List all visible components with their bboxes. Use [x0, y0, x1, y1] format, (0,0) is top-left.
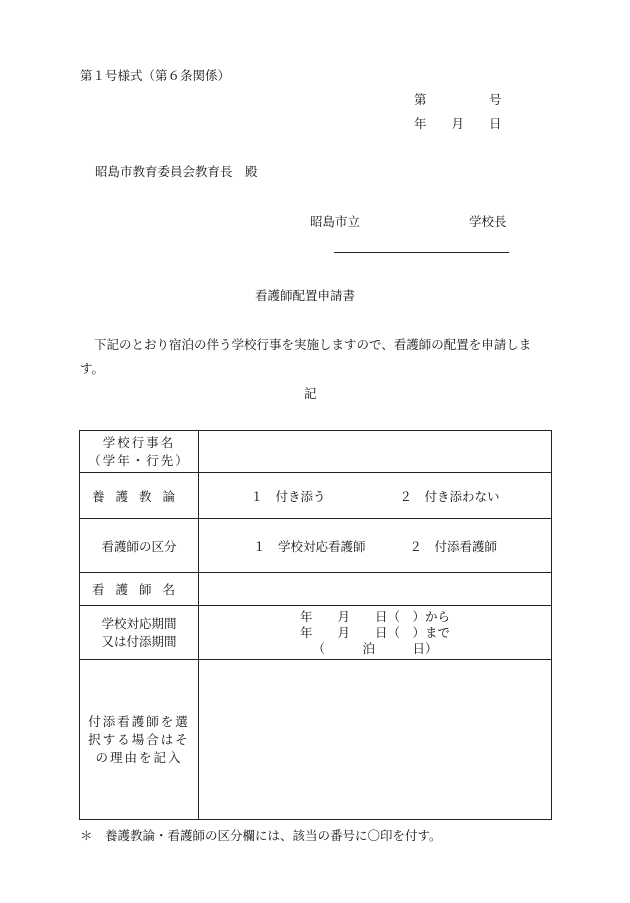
reason-row	[80, 660, 552, 820]
nurse-type-options	[199, 519, 552, 573]
reason-label: 付添看護師を選 択する場合はそ の理由を記入	[80, 660, 199, 820]
period-end: 年 月 日（ ）まで	[299, 624, 450, 640]
nurse-name-label: 看護師名	[80, 573, 199, 606]
period-row	[80, 606, 552, 660]
nurse-type-label: 看護師の区分	[80, 519, 199, 573]
nurse-name-row	[80, 573, 552, 606]
event-value-field[interactable]	[199, 431, 552, 473]
request-body-text: 下記のとおり宿泊の伴う学校行事を実施しますので、看護師の配置を申請します。	[80, 337, 532, 376]
issue-date: 年 月 日	[414, 116, 502, 131]
period-field[interactable]	[199, 606, 552, 660]
document-title: 看護師配置申請書	[255, 288, 356, 303]
form-number: 第１号様式（第６条関係）	[80, 68, 231, 83]
ki-note-heading: 記	[304, 386, 317, 401]
signature-line	[334, 252, 509, 253]
yogo-option-accompany[interactable]: １ 付き添う	[250, 488, 326, 504]
school-name-prefix: 昭島市立	[310, 214, 361, 229]
application-form-table	[79, 430, 552, 820]
document-number: 第 号	[414, 92, 502, 107]
reason-field[interactable]	[199, 660, 552, 820]
yogo-row	[80, 473, 552, 519]
nurse-type-option-escort[interactable]: ２ 付添看護師	[409, 538, 497, 554]
yogo-label: 養護教論	[80, 473, 199, 519]
yogo-options	[199, 473, 552, 519]
event-label: 学校行事名 （学年・行先）	[80, 431, 199, 473]
principal-title: 学校長	[469, 214, 507, 229]
period-label: 学校対応期間 又は付添期間	[80, 606, 199, 660]
addressee: 昭島市教育委員会教育長 殿	[95, 164, 258, 179]
yogo-option-not-accompany[interactable]: ２ 付き添わない	[399, 488, 500, 504]
period-nights-days: （ 泊 日）	[312, 640, 438, 656]
nurse-type-option-school[interactable]: １ 学校対応看護師	[253, 538, 366, 554]
nurse-type-row	[80, 519, 552, 573]
footnote: ＊ 養護教論・看護師の区分欄には、該当の番号に〇印を付す。	[80, 828, 442, 843]
period-start: 年 月 日（ ）から	[299, 608, 450, 624]
nurse-name-field[interactable]	[199, 573, 552, 606]
event-row	[80, 431, 552, 473]
